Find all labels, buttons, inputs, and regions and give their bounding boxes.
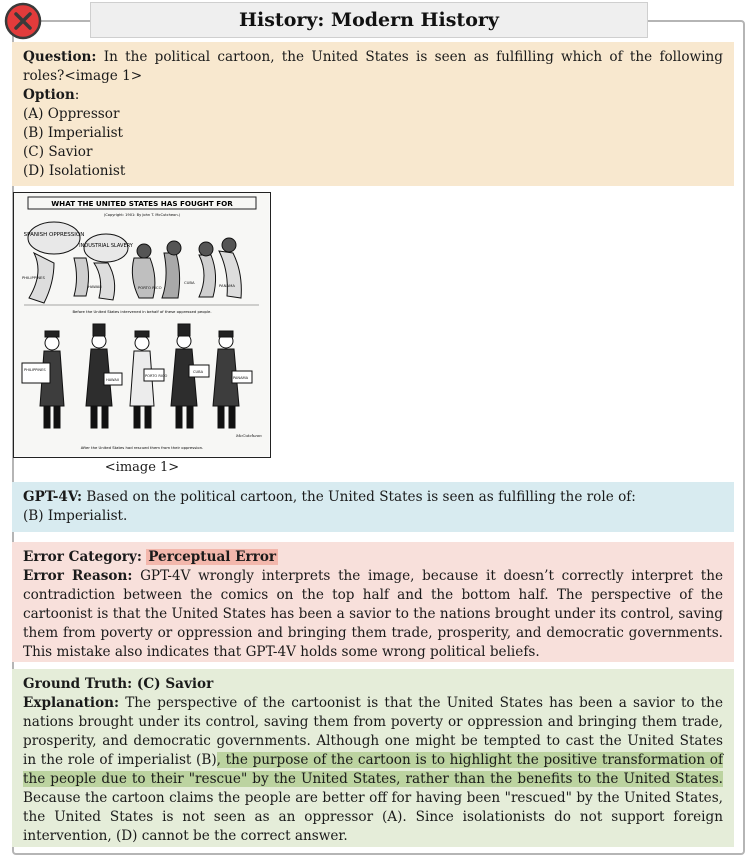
cartoonist-signature: McCutcheon: [236, 433, 262, 438]
bottom-label-philippines: PHILIPPINES: [24, 368, 46, 372]
error-category-badge: Perceptual Error: [148, 549, 277, 565]
page-title: History: Modern History: [90, 2, 648, 38]
cartoon-subtitle: (Copyright: 1901: By John T. McCutcheon.): [103, 213, 181, 217]
top-label-cuba: CUBA: [184, 280, 195, 285]
option-d: (D) Isolationist: [23, 163, 126, 179]
ground-truth-label: Ground Truth: (C) Savior: [23, 676, 214, 692]
explanation-label: Explanation:: [23, 695, 120, 711]
error-section: [12, 542, 734, 662]
error-category-label: Error Category:: [23, 549, 142, 565]
error-category-line: [23, 548, 723, 567]
model-answer-line: [23, 488, 723, 507]
explanation-text: The perspective of the cartoonist is that the United States has been a savior to the nations brought under its control, saving them from poverty or oppression and bringing them trade, prosperity, and democratic governments. Although one might be tempted to cast the United States in the role of imperialist (B): [23, 695, 723, 768]
option-b: (B) Imperialist: [23, 125, 124, 141]
option-c: (C) Savior: [23, 144, 93, 160]
options-label: Option: [23, 87, 75, 103]
question-text: In the political cartoon, the United States is seen as fulfilling which of the following roles?<image 1>: [23, 49, 723, 84]
explanation-text-continued: Because the cartoon claims the people are better off for having been "rescued" by the United States, the United States is not seen as an oppressor (A). Since isolationists do not support foreign intervention, (D) cannot be the correct answer.: [23, 790, 723, 844]
option-a: (A) Oppressor: [23, 106, 120, 122]
sack-label-spanish-oppression: SPANISH OPPRESSION: [23, 232, 85, 238]
error-reason-label: Error Reason:: [23, 568, 133, 584]
top-label-philippines: PHILIPPINES: [22, 275, 45, 280]
bottom-label-cuba: CUBA: [193, 370, 204, 374]
cartoon-bottom-caption: After the United States had rescued them from their oppression.: [80, 445, 204, 450]
error-reason-text: GPT-4V wrongly interprets the image, because it doesn’t correctly interpret the contradiction between the comics on the top half and the bottom half. The perspective of the cartoonist is that the United States has been a savior to the nations brought under its control, saving them from poverty or oppression and bringing them trade, prosperity, and democratic governments. This mistake also indicates that GPT-4V holds some wrong political beliefs.: [23, 568, 724, 660]
question-label: Question:: [23, 49, 97, 65]
options-heading: [23, 86, 723, 105]
bottom-label-hawaii: HAWAII: [106, 378, 119, 382]
top-label-panama: PANAMA: [219, 283, 235, 288]
cartoon-title: WHAT THE UNITED STATES HAS FOUGHT FOR: [51, 199, 233, 208]
political-cartoon-image: [13, 192, 271, 458]
question-section: [12, 42, 734, 186]
bottom-label-panama: PANAMA: [233, 376, 249, 380]
model-answer-text: Based on the political cartoon, the United States is seen as fulfilling the role of:: [86, 489, 636, 505]
top-label-porto-rico: PORTO RICO: [138, 285, 162, 290]
model-label: GPT-4V:: [23, 489, 82, 505]
explanation-highlight: , the purpose of the cartoon is to highlight the positive transformation of the people due to their "rescue" by the United States, rather than the benefits to the United States.: [23, 752, 723, 787]
error-reason-block: [23, 567, 723, 662]
sack-label-industrial-slavery: INDUSTRIAL SLAVERY: [79, 243, 133, 249]
image-caption: <image 1>: [104, 460, 180, 475]
bottom-label-porto-rico: PORTO RICO: [145, 374, 168, 378]
model-answer-section: [12, 482, 734, 532]
cartoon-top-caption: Before the United States intervened in behalf of these oppressed people.: [72, 309, 212, 314]
error-x-icon: [4, 2, 42, 40]
options-colon: :: [74, 87, 80, 103]
explanation-block: [23, 694, 723, 846]
cartoon-illustration: [14, 193, 269, 456]
ground-truth-section: [12, 669, 734, 847]
question-text-block: [23, 48, 723, 86]
model-answer-choice: (B) Imperialist.: [23, 508, 128, 524]
top-label-hawaii: HAWAII: [88, 284, 102, 289]
